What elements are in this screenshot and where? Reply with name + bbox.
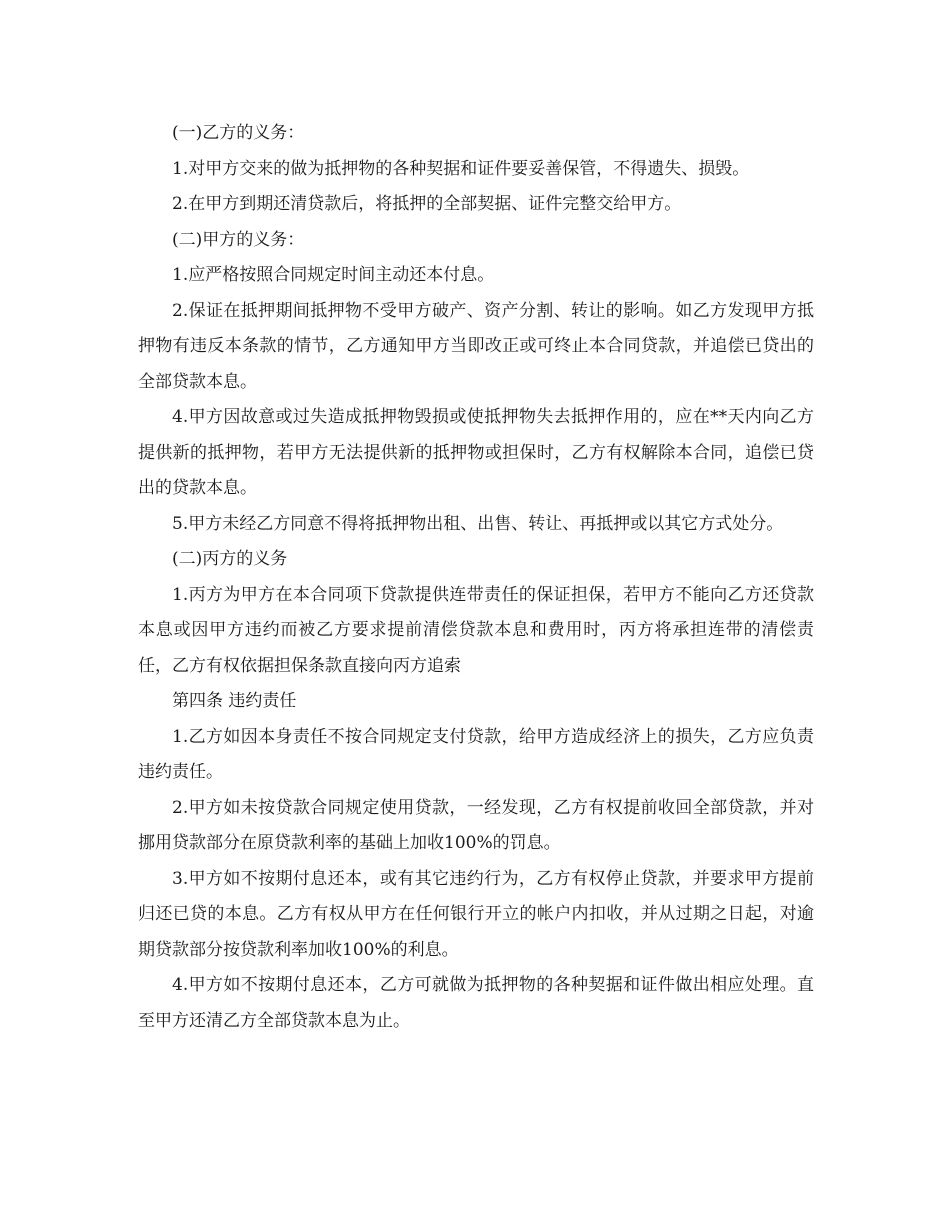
clause-paragraph: 2.保证在抵押期间抵押物不受甲方破产、资产分割、转让的影响。如乙方发现甲方抵押物有违反本条款的情节，乙方通知甲方当即改正或可终止本合同贷款，并追偿已贷出的全部贷款本息。 [138, 300, 814, 392]
clause-paragraph: 1.丙方为甲方在本合同项下贷款提供连带责任的保证担保，若甲方不能向乙方还贷款本息或因甲方违约而被乙方要求提前清偿贷款本息和费用时，丙方将承担连带的清偿责任，乙方有权依据担保条款直接向丙方追索 [138, 584, 814, 676]
clause-paragraph: 1.对甲方交来的做为抵押物的各种契据和证件要妥善保管，不得遗失、损毁。 [172, 158, 750, 179]
article-heading: 第四条 违约责任 [172, 691, 297, 711]
section-heading: (二)丙方的义务 [172, 549, 288, 569]
clause-paragraph: 5.甲方未经乙方同意不得将抵押物出租、出售、转让、再抵押或以其它方式处分。 [172, 513, 784, 534]
clause-paragraph: 2.在甲方到期还清贷款后，将抵押的全部契据、证件完整交给甲方。 [172, 194, 682, 214]
clause-paragraph: 1.乙方如因本身责任不按合同规定支付贷款，给甲方造成经济上的损失，乙方应负责违约责任。 [138, 726, 814, 782]
section-heading: (一)乙方的义务： [172, 123, 305, 143]
clause-paragraph: 2.甲方如未按贷款合同规定使用贷款，一经发现，乙方有权提前收回全部贷款，并对挪用贷款部分在原贷款利率的基础上加收100%的罚息。 [138, 797, 814, 853]
document-body [138, 116, 814, 1039]
clause-paragraph: 4.甲方如不按期付息还本，乙方可就做为抵押物的各种契据和证件做出相应处理。直至甲方还清乙方全部贷款本息为止。 [138, 975, 814, 1031]
clause-paragraph: 4.甲方因故意或过失造成抵押物毁损或使抵押物失去抵押作用的，应在**天内向乙方提供新的抵押物，若甲方无法提供新的抵押物或担保时，乙方有权解除本合同，追偿已贷出的贷款本息。 [138, 407, 814, 498]
clause-paragraph: 1.应严格按照合同规定时间主动还本付息。 [172, 265, 495, 285]
clause-paragraph: 3.甲方如不按期付息还本，或有其它违约行为，乙方有权停止贷款，并要求甲方提前归还已贷的本息。乙方有权从甲方在任何银行开立的帐户内扣收，并从过期之日起，对逾期贷款部分按贷款利率加收100%的利息。 [138, 868, 814, 960]
section-heading: (二)甲方的义务： [172, 229, 305, 250]
